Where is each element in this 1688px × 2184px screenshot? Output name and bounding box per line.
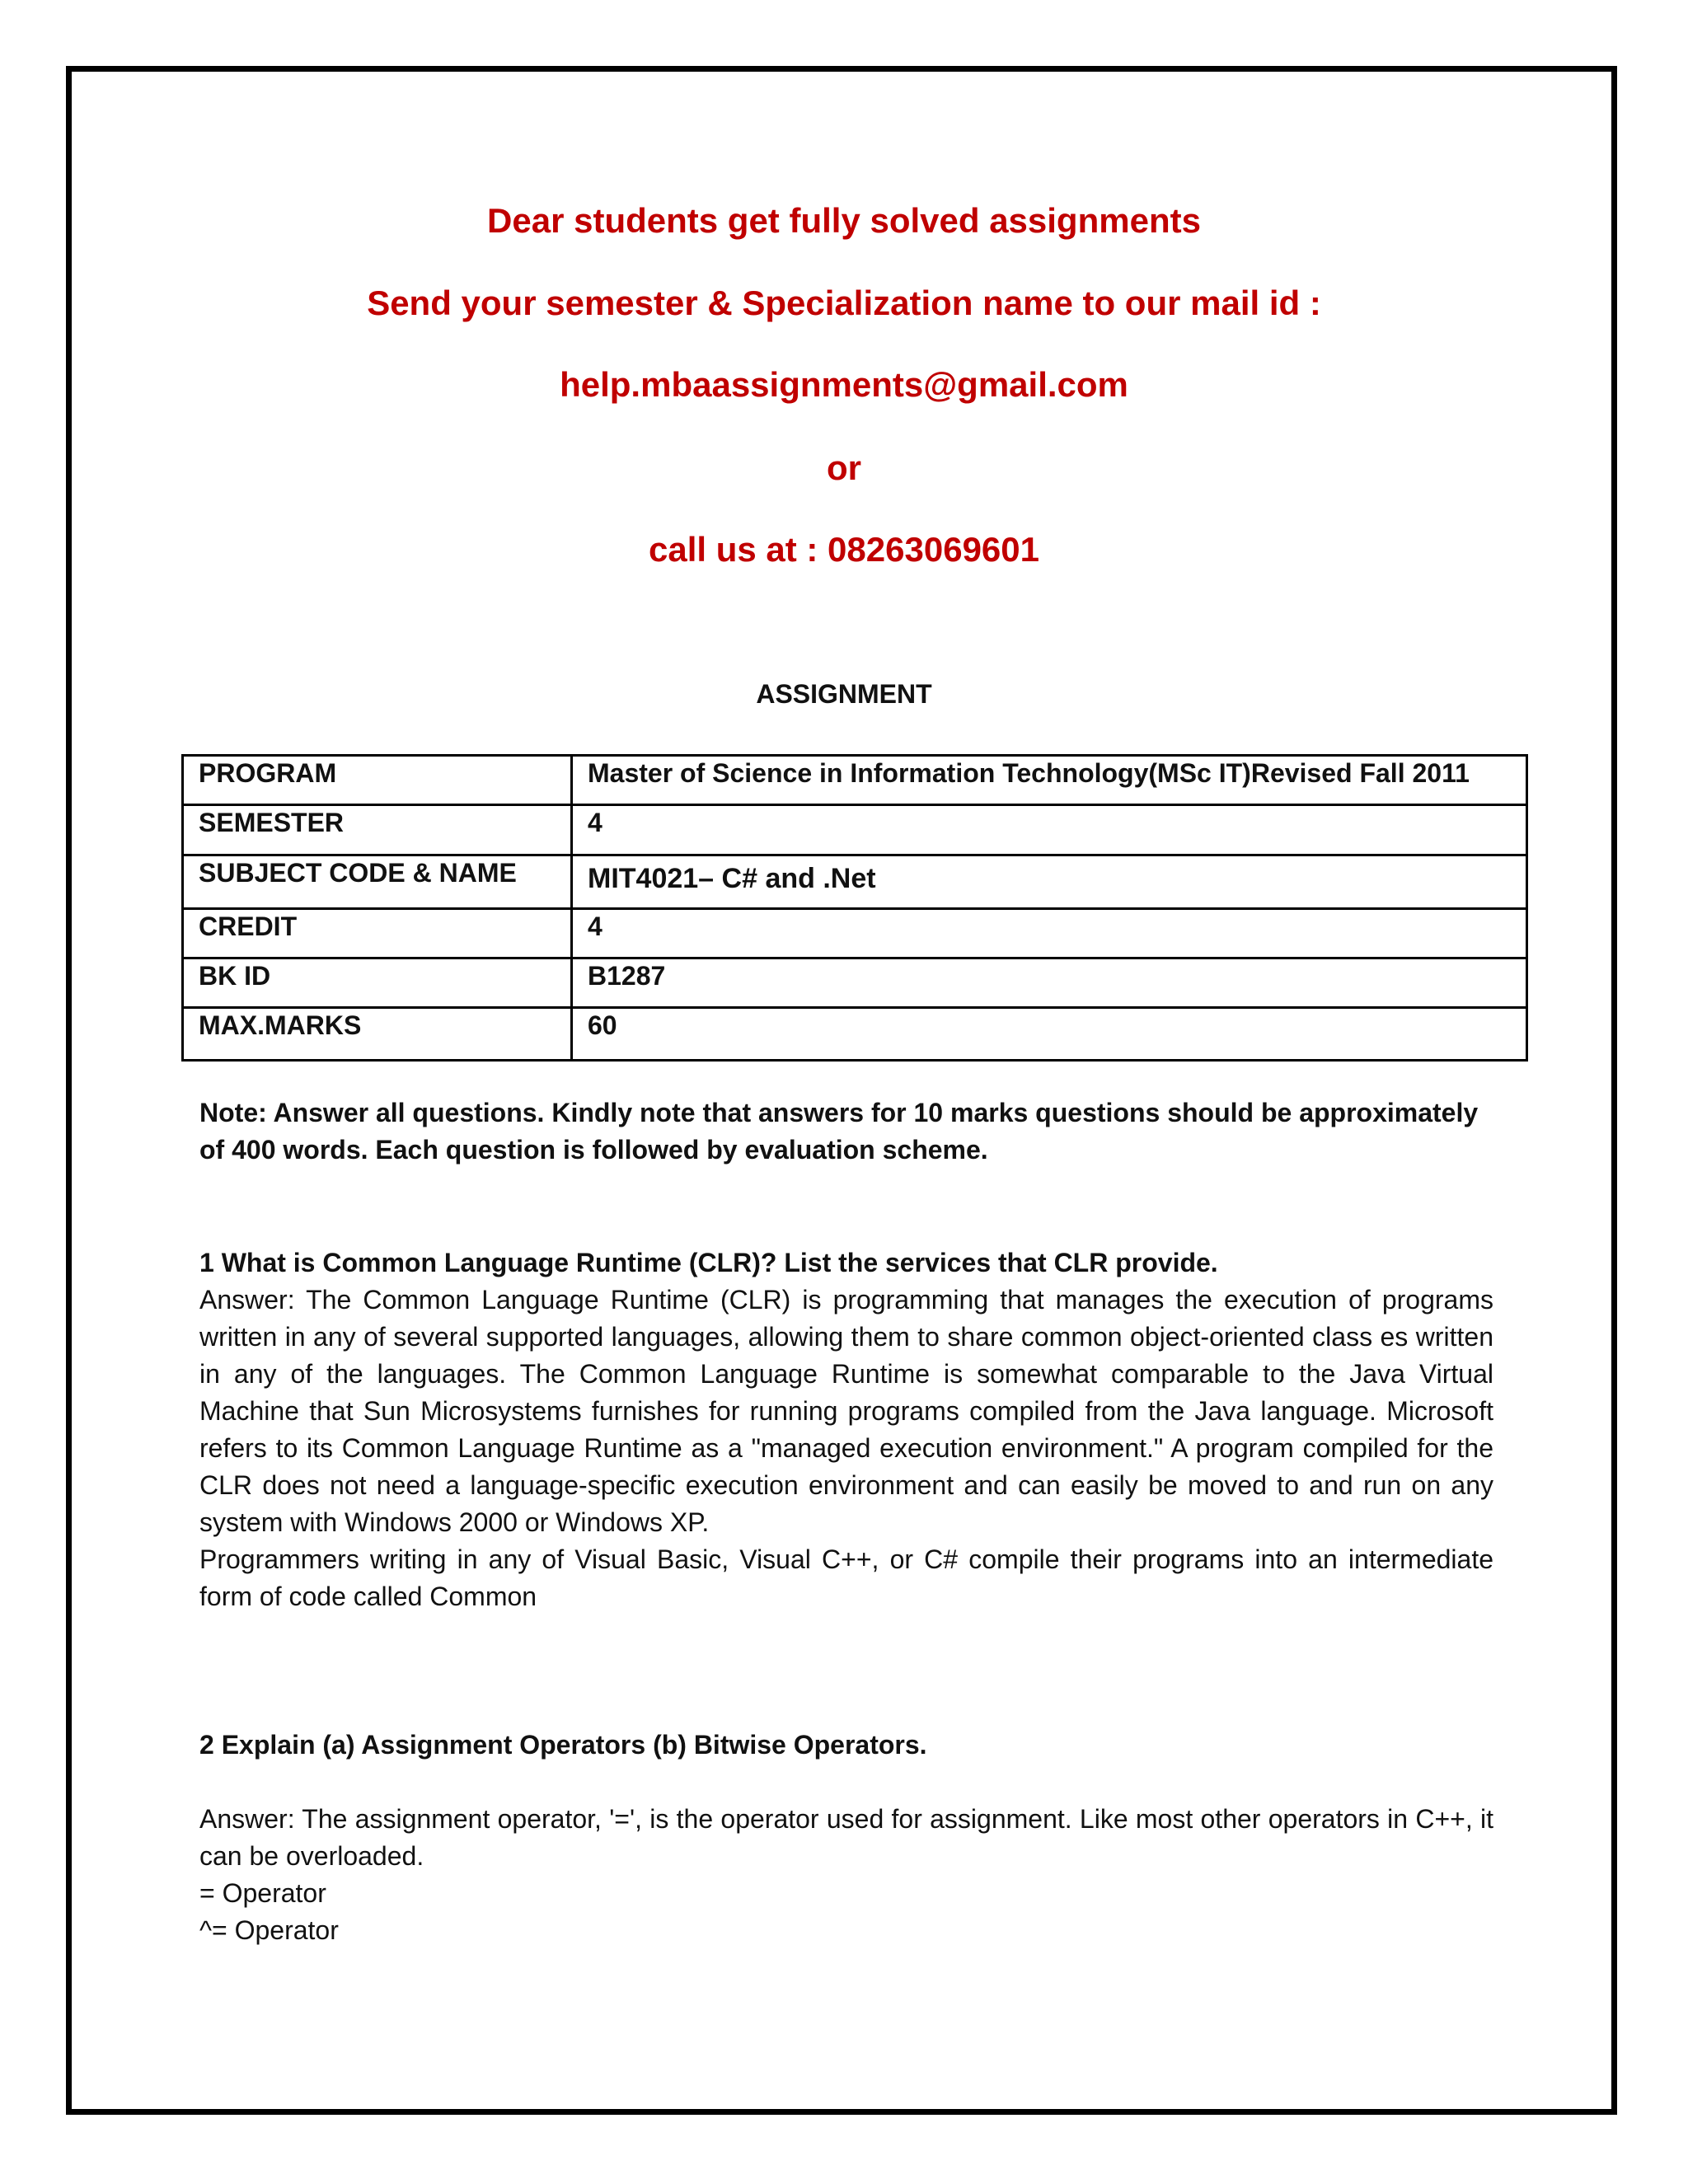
- table-row: [183, 1008, 1527, 1061]
- assignment-heading: ASSIGNMENT: [756, 679, 932, 709]
- promo-line-2: Send your semester & Specialization name to our mail id :: [367, 284, 1321, 322]
- promo-line-1: Dear students get fully solved assignments: [487, 201, 1201, 240]
- answer-paragraph: Programmers writing in any of Visual Basic, Visual C++, or C# compile their programs into an intermediate form of code called Common: [199, 1544, 1493, 1611]
- row-label: BK ID: [183, 958, 572, 1008]
- note-text: Note: Answer all questions. Kindly note that answers for 10 marks questions should be approximately of 400 words. Each question is followed by evaluation scheme.: [199, 1098, 1479, 1165]
- row-value: 60: [572, 1008, 1527, 1061]
- row-label: PROGRAM: [183, 756, 572, 805]
- question-2-title: 2 Explain (a) Assignment Operators (b) Bitwise Operators.: [199, 1730, 927, 1760]
- answer-paragraph: Answer: The Common Language Runtime (CLR) is programming that manages the execution of programs written in any of several supported languages, allowing them to share common object-oriented class es written in any of the languages. The Common Language Runtime is somewhat comparable to the Java Virtual Machine that Sun Microsystems furnishes for running programs compiled from the Java language. Microsoft refers to its Common Language Runtime as a "managed execution environment." A program compiled for the CLR does not need a language-specific execution environment and can easily be moved to and run on any system with Windows 2000 or Windows XP.: [199, 1285, 1493, 1537]
- row-label: SUBJECT CODE & NAME: [183, 855, 572, 909]
- row-value: 4: [572, 805, 1527, 855]
- question-1-answer: [199, 1282, 1493, 1615]
- question-1-title: 1 What is Common Language Runtime (CLR)? List the services that CLR provide.: [199, 1248, 1218, 1277]
- row-label: SEMESTER: [183, 805, 572, 855]
- promo-email: help.mbaassignments@gmail.com: [560, 365, 1128, 404]
- row-value: 4: [572, 909, 1527, 958]
- table-row: [183, 805, 1527, 855]
- table-row: [183, 855, 1527, 909]
- row-value: B1287: [572, 958, 1527, 1008]
- question-2-answer: [199, 1801, 1493, 1949]
- row-label: MAX.MARKS: [183, 1008, 572, 1061]
- row-value: MIT4021– C# and .Net: [572, 855, 1527, 909]
- answer-paragraph: Answer: The assignment operator, '=', is the operator used for assignment. Like most other operators in C++, it can be overloaded.: [199, 1804, 1493, 1871]
- table-row: [183, 909, 1527, 958]
- promo-call: call us at : 08263069601: [648, 530, 1040, 569]
- row-value: Master of Science in Information Technology(MSc IT)Revised Fall 2011: [572, 756, 1527, 805]
- table-row: [183, 756, 1527, 805]
- table-row: [183, 958, 1527, 1008]
- assignment-info-table: [181, 754, 1528, 1062]
- promo-or: or: [827, 448, 861, 487]
- operator-line: = Operator: [199, 1878, 326, 1908]
- operator-line: ^= Operator: [199, 1915, 339, 1945]
- row-label: CREDIT: [183, 909, 572, 958]
